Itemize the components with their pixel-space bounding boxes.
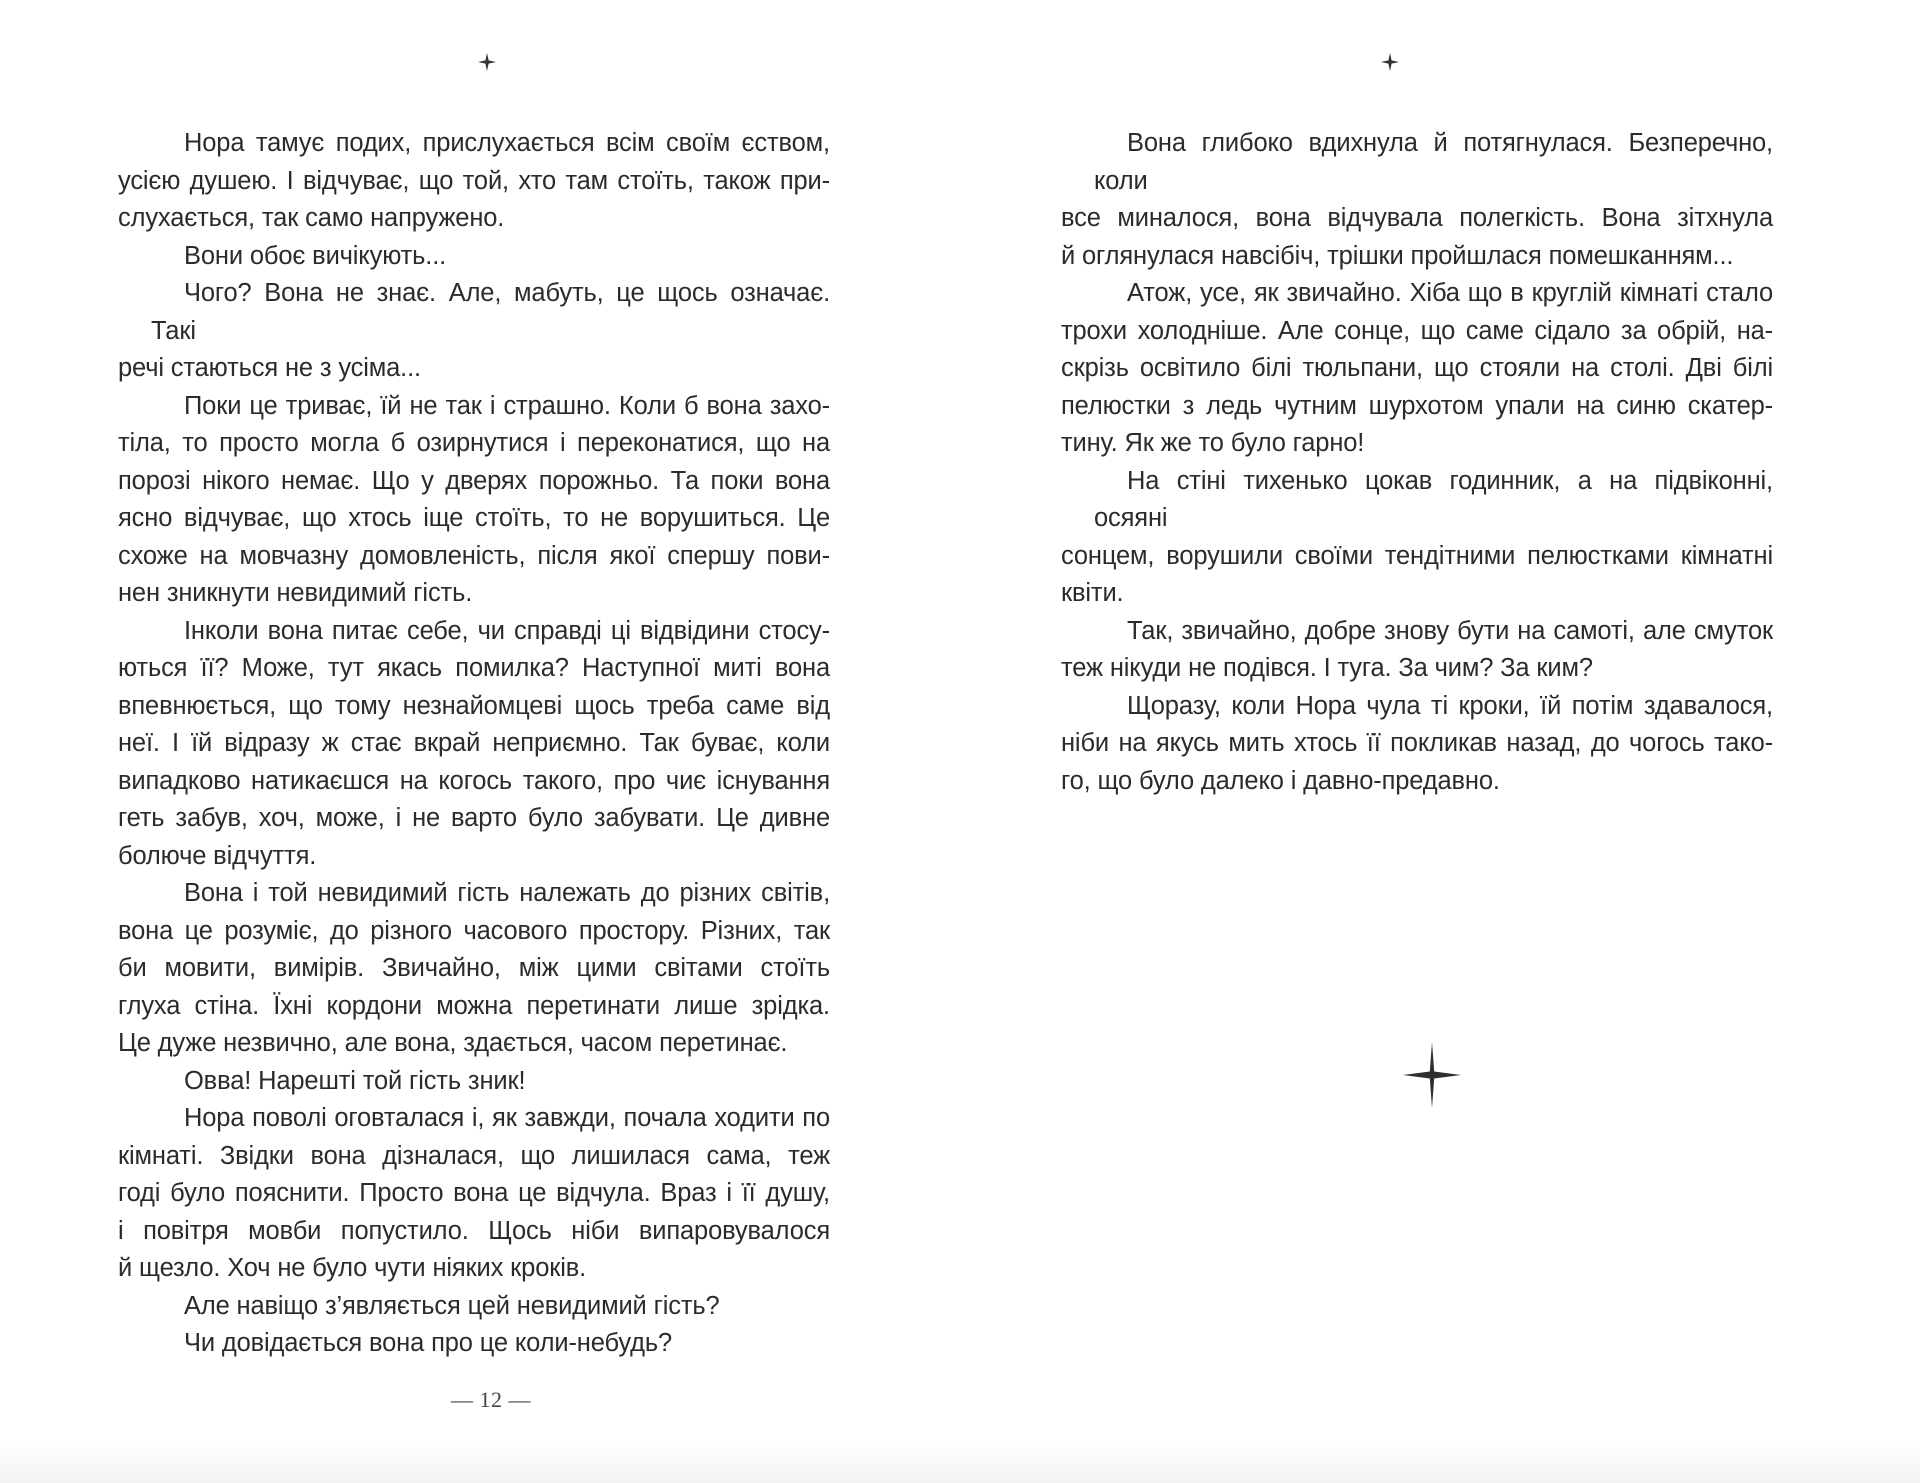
paragraph [1061,688,1773,801]
text-line: нен зникнути невидимий гість. [118,579,473,607]
paragraph [118,1100,830,1288]
text-line: Це дуже незвично, але вона, здається, часом перетинає. [118,1029,788,1057]
text-line: На стіні тихенько цокав годинник, а на підвіконні, осяяні [1094,466,1773,532]
text-line: квіти. [1061,579,1124,607]
text-line: Але навіщо з’являється цей невидимий гість? [184,1291,720,1320]
text-line: тіла, то просто могла б озирнутися і переконатися, що на [118,429,830,457]
paragraph [151,1325,830,1363]
text-line: кімнаті. Звідки вона дізналася, що лишилася сама, теж [118,1141,830,1170]
paragraph [1061,463,1773,613]
text-line: Вони обоє вичікують... [184,241,447,270]
text-line: усією душею. І відчуває, що той, хто там стоїть, також при- [118,166,830,195]
section-break-star-icon [1401,1040,1463,1110]
text-line: скрізь освітило білі тюльпани, що стояли на столі. Дві білі [1061,354,1773,382]
text-line: пелюстки з ледь чутним шурхотом упали на синю скатер- [1061,391,1773,420]
text-line: Овва! Нарешті той гість зник! [184,1066,526,1095]
text-line: й щезло. Хоч не було чути ніяких кроків. [118,1254,587,1282]
text-line: Атож, усе, як звичайно. Хіба що в круглій кімнаті стало [1127,279,1773,307]
text-line: теж нікуди не подівся. І туга. За чим? За ким? [1061,654,1593,682]
text-line: Чи довідається вона про це коли-небудь? [184,1329,673,1357]
left-page-body [118,125,830,1363]
header-star-icon [477,52,497,72]
scan-shadow [0,1443,1920,1483]
text-line: Щоразу, коли Нора чула ті кроки, їй потім здавалося, [1127,691,1773,720]
text-line: слухається, так само напружено. [118,204,505,232]
text-line: годі було пояснити. Просто вона це відчула. Враз і її душу, [118,1179,830,1207]
text-line: схоже на мовчазну домовленість, після якої спершу пови- [118,541,830,570]
text-line: би мовити, вимірів. Звичайно, між цими світами стоїть [118,954,830,982]
right-page [960,0,1920,1483]
text-line: Вона глибоко вдихнула й потягнулася. Безперечно, коли [1094,129,1773,195]
text-line: глуха стіна. Їхні кордони можна перетинати лише зрідка. [118,991,830,1020]
paragraph [118,875,830,1063]
text-line: ясно відчуває, що хтось іще стоїть, то не ворушиться. Це [118,504,830,532]
text-line: все миналося, вона відчувала полегкість. Вона зітхнула [1061,204,1773,232]
paragraph [151,1288,830,1326]
text-line: порозі нікого немає. Що у дверях порожньо. Та поки вона [118,466,830,495]
text-line: тину. Як же то було гарно! [1061,429,1365,457]
text-line: Поки це триває, їй не так і страшно. Коли б вона захо- [184,391,830,420]
paragraph [118,275,830,388]
text-line: сонцем, ворушили своїми тендітними пелюстками кімнатні [1061,541,1773,570]
paragraph [1061,275,1773,463]
text-line: й оглянулася навсібіч, трішки пройшлася помешканням... [1061,241,1734,270]
text-line: Вона і той невидимий гість належать до різних світів, [184,879,830,907]
text-line: Нора поволі оговталася і, як завжди, почала ходити по [184,1104,830,1132]
paragraph [151,238,830,276]
page-number: — 12 — [451,1387,531,1412]
text-line: впевнюється, що тому незнайомцеві щось треба саме від [118,691,830,720]
text-line: і повітря мовби попустило. Щось ніби випаровувалося [118,1216,830,1245]
text-line: Інколи вона питає себе, чи справді ці відвідини стосу- [184,616,830,645]
text-line: болюче відчуття. [118,841,317,870]
text-line: Чого? Вона не знає. Але, мабуть, це щось означає. Такі [151,279,830,345]
text-line: Так, звичайно, добре знову бути на самоті, але смуток [1127,616,1773,645]
text-line: речі стаються не з усіма... [118,354,421,382]
paragraph [118,388,830,613]
text-line: ються її? Може, тут якась помилка? Наступної миті вона [118,654,830,682]
paragraph [151,1063,830,1101]
header-star-icon [1380,52,1400,72]
text-line: Нора тамує подих, прислухається всім своїм єством, [184,129,830,157]
paragraph [118,613,830,876]
paragraph [1061,125,1773,275]
text-line: геть забув, хоч, може, і не варто було забувати. Це дивне [118,804,830,832]
paragraph [118,125,830,238]
right-page-body [1061,125,1773,800]
text-line: вона це розуміє, до різного часового простору. Різних, так [118,916,830,945]
text-line: неї. І їй відразу ж стає вкрай неприємно. Так буває, коли [118,729,830,757]
paragraph [1061,613,1773,688]
text-line: ніби на якусь мить хтось її покликав назад, до чогось тако- [1061,729,1773,757]
text-line: випадково натикаєшся на когось такого, про чиє існування [118,766,830,795]
text-line: го, що було далеко і давно-предавно. [1061,766,1500,795]
text-line: трохи холодніше. Але сонце, що саме сідало за обрій, на- [1061,316,1773,345]
